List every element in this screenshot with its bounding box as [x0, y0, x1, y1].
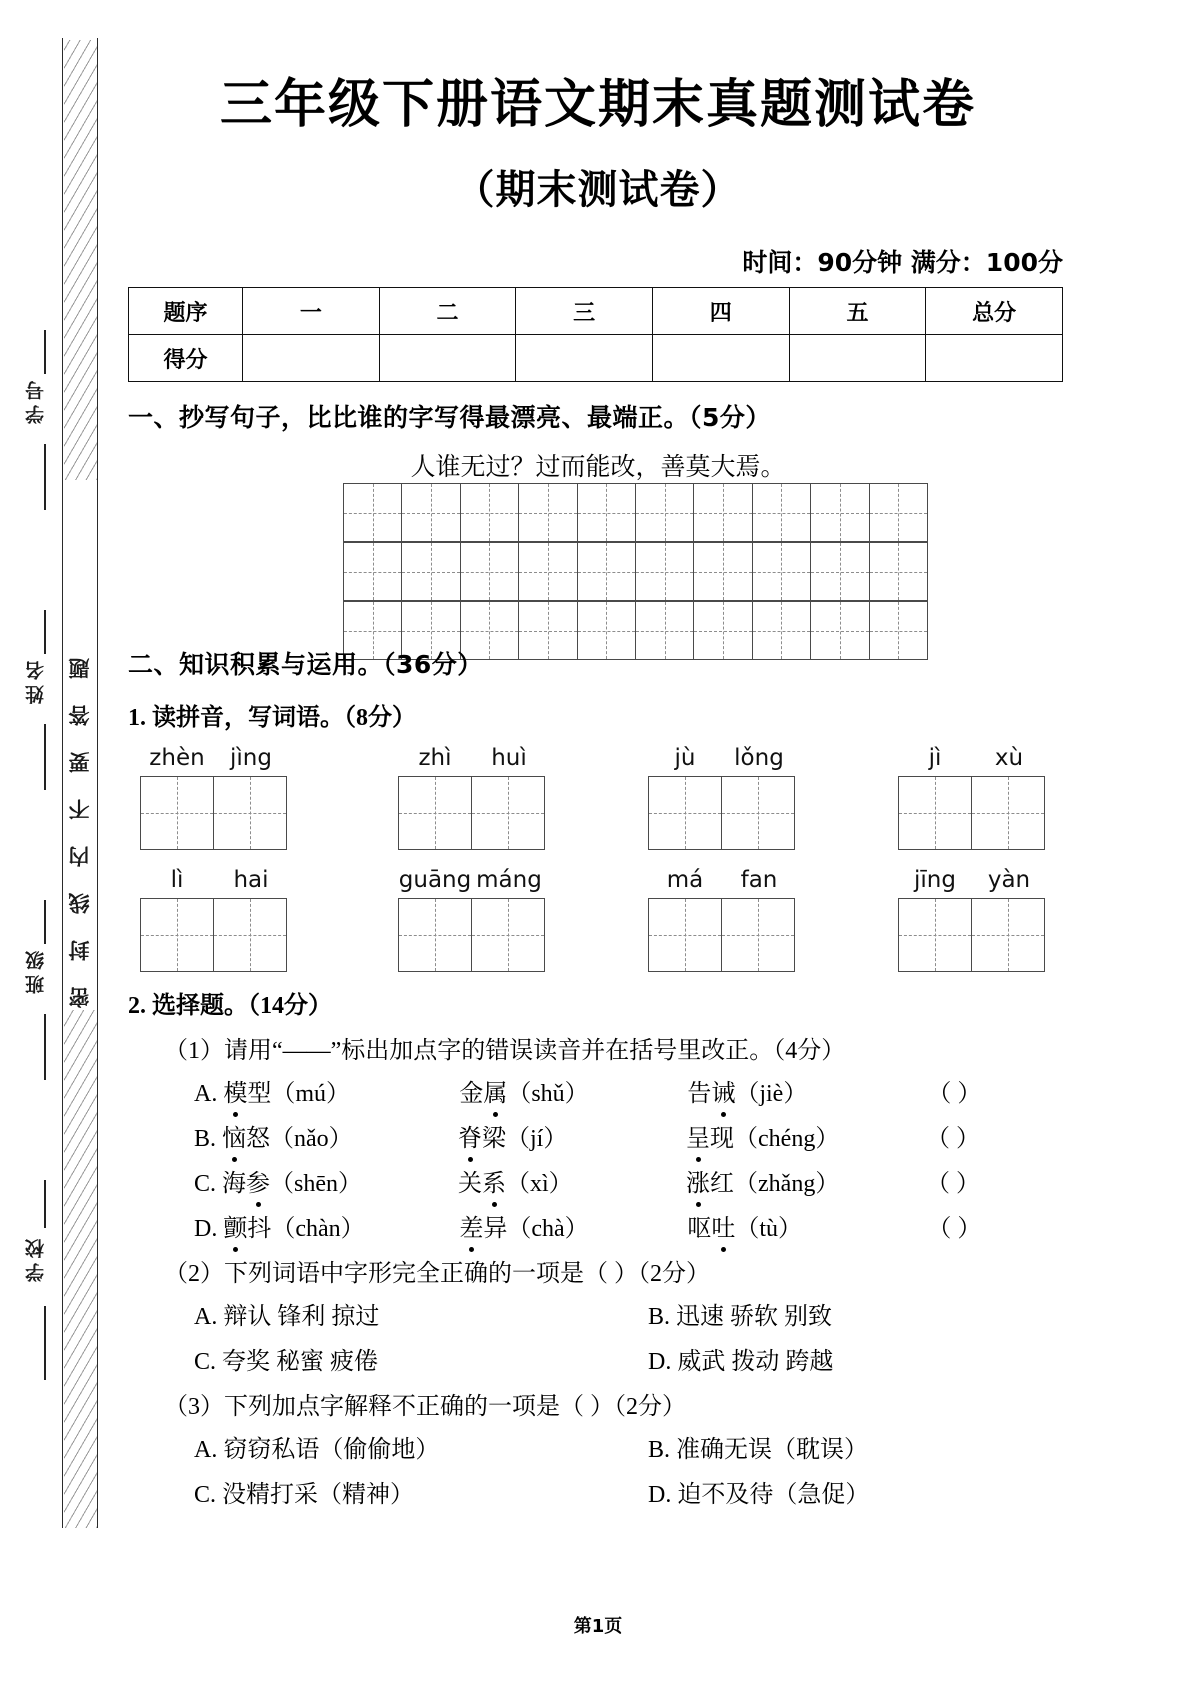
tianzige-cell[interactable] — [401, 483, 460, 542]
seal-line-sidebar — [0, 0, 118, 1684]
option-word-1 — [223, 1073, 453, 1108]
option-word-2 — [458, 1163, 680, 1198]
table-row-scores — [129, 335, 1063, 382]
option-text: 没精打采（精神） — [222, 1482, 415, 1508]
score-table-col-5: 总分 — [926, 288, 1063, 335]
word-pre: 海 — [222, 1171, 247, 1197]
pinyin-item-0[interactable] — [140, 745, 288, 850]
word-post: 异（chà） — [483, 1216, 589, 1242]
copy-grid-row-2[interactable] — [343, 542, 927, 601]
pinyin-item-2[interactable] — [648, 745, 796, 850]
pinyin-syllable: hai — [233, 867, 269, 893]
tianzige-cell[interactable] — [213, 898, 287, 972]
option-word-3 — [686, 1118, 920, 1153]
answer-boxes-6[interactable] — [648, 898, 796, 972]
page-footer: 第1页 — [573, 1616, 623, 1637]
question-2-1-prompt: （1）请用“——”标出加点字的错误读音并在括号里改正。（4分） — [164, 1038, 846, 1064]
question-1-heading: 1. 读拼音，写词语。（8分） — [128, 705, 416, 731]
dotted-char: 呈 — [686, 1118, 710, 1153]
tianzige-cell[interactable] — [460, 483, 519, 542]
dotted-char: 涨 — [686, 1163, 710, 1198]
tianzige-cell[interactable] — [810, 601, 869, 660]
word-post: 红（zhǎng） — [710, 1171, 840, 1197]
tianzige-cell[interactable] — [898, 776, 972, 850]
score-cell-1[interactable] — [379, 335, 516, 382]
tianzige-cell[interactable] — [471, 776, 545, 850]
page-title: 三年级下册语文期末真题测试卷 — [219, 75, 976, 135]
word-post: 现（chéng） — [710, 1126, 840, 1152]
pinyin-label-3 — [898, 745, 1046, 771]
info-rule-name-upper — [44, 610, 46, 654]
info-slot-name[interactable] — [14, 610, 56, 790]
option-letter: B. — [648, 1304, 671, 1330]
dotted-char: 诫 — [711, 1073, 735, 1108]
exam-page — [118, 0, 1191, 1684]
seal-line-text: 密封线内不要答题 — [68, 632, 92, 1008]
table-row-header — [129, 288, 1063, 335]
tianzige-cell[interactable] — [471, 898, 545, 972]
seal-hatch-top — [64, 40, 97, 480]
option-letter: D. — [648, 1349, 672, 1375]
option-letter: D. — [648, 1482, 672, 1508]
option-2-1-D[interactable] — [194, 1208, 981, 1243]
option-2-3-A[interactable] — [194, 1429, 439, 1464]
pinyin-syllable: jìng — [230, 745, 272, 771]
score-table-col-3: 四 — [652, 288, 789, 335]
info-rule-student-id-lower — [44, 444, 46, 510]
pinyin-syllable: zhì — [418, 745, 452, 771]
tianzige-cell[interactable] — [635, 483, 694, 542]
pinyin-item-4[interactable] — [140, 867, 288, 972]
answer-boxes-1[interactable] — [398, 776, 546, 850]
tianzige-cell[interactable] — [635, 542, 694, 601]
word-pre: 关 — [458, 1171, 483, 1197]
answer-boxes-5[interactable] — [398, 898, 546, 972]
info-slot-student-id[interactable] — [14, 330, 56, 510]
pinyin-syllable: lǒng — [734, 745, 784, 771]
tianzige-cell[interactable] — [343, 542, 402, 601]
option-word-2 — [459, 1073, 681, 1108]
tianzige-cell[interactable] — [752, 601, 811, 660]
pinyin-syllable: lì — [170, 867, 184, 893]
tianzige-cell[interactable] — [518, 542, 577, 601]
pinyin-syllable: fan — [740, 867, 778, 893]
tianzige-cell[interactable] — [721, 898, 795, 972]
score-table-col-1: 二 — [379, 288, 516, 335]
info-rule-class-upper — [44, 900, 46, 944]
answer-paren[interactable]: （ ） — [927, 1081, 982, 1107]
answer-boxes-4[interactable] — [140, 898, 288, 972]
option-letter: B. — [194, 1126, 217, 1152]
answer-boxes-0[interactable] — [140, 776, 288, 850]
tianzige-cell[interactable] — [518, 483, 577, 542]
tianzige-cell[interactable] — [343, 483, 402, 542]
option-2-1-B[interactable] — [194, 1118, 980, 1153]
pinyin-label-6 — [648, 867, 796, 893]
score-table-row-label-0: 题序 — [129, 288, 243, 335]
copy-sentence: 人谁无过？过而能改，善莫大焉。 — [410, 454, 786, 481]
dotted-char: 颤 — [223, 1208, 247, 1243]
info-rule-student-id-upper — [44, 330, 46, 374]
option-text: 辩认 锋利 掠过 — [223, 1304, 380, 1330]
score-cell-0[interactable] — [243, 335, 380, 382]
tianzige-cell[interactable] — [693, 601, 752, 660]
section-one-heading: 一、抄写句子，比比谁的字写得最漂亮、最端正。（5分） — [128, 403, 771, 432]
tianzige-cell[interactable] — [648, 776, 722, 850]
option-word-3 — [686, 1163, 920, 1198]
tianzige-cell[interactable] — [869, 483, 928, 542]
pinyin-syllable: zhèn — [149, 745, 205, 771]
tianzige-cell[interactable] — [869, 542, 928, 601]
tianzige-cell[interactable] — [810, 483, 869, 542]
answer-paren[interactable]: （ ） — [926, 1171, 981, 1197]
option-word-1 — [222, 1163, 452, 1198]
tianzige-cell[interactable] — [752, 483, 811, 542]
option-letter: B. — [648, 1437, 671, 1463]
tianzige-cell[interactable] — [869, 601, 928, 660]
word-post: （xì） — [506, 1171, 573, 1197]
pinyin-syllable: guāng — [398, 867, 472, 893]
option-2-3-C[interactable] — [194, 1474, 414, 1509]
tianzige-cell[interactable] — [518, 601, 577, 660]
pinyin-label-7 — [898, 867, 1046, 893]
answer-boxes-2[interactable] — [648, 776, 796, 850]
pinyin-item-5[interactable] — [398, 867, 546, 972]
word-pre: 金 — [459, 1081, 484, 1107]
option-text: 窃窃私语（偷偷地） — [223, 1437, 440, 1463]
info-rule-school-lower — [44, 1306, 46, 1380]
tianzige-cell[interactable] — [460, 542, 519, 601]
answer-boxes-3[interactable] — [898, 776, 1046, 850]
pinyin-item-6[interactable] — [648, 867, 796, 972]
option-word-3 — [687, 1208, 921, 1243]
dotted-char: 吐 — [711, 1208, 735, 1243]
tianzige-cell[interactable] — [971, 776, 1045, 850]
tianzige-cell[interactable] — [721, 776, 795, 850]
dotted-char: 脊 — [458, 1118, 482, 1153]
option-2-3-D[interactable] — [648, 1474, 869, 1509]
copy-grid-row-1[interactable] — [343, 483, 927, 542]
word-pre: 呕 — [687, 1216, 712, 1242]
option-letter: D. — [194, 1216, 218, 1242]
pinyin-label-4 — [140, 867, 288, 893]
word-post: （shēn） — [270, 1171, 363, 1197]
info-label-school: 学校 — [25, 1234, 47, 1282]
info-slot-school[interactable] — [14, 1180, 56, 1380]
option-letter: C. — [194, 1171, 217, 1197]
word-post: （tù） — [735, 1216, 803, 1242]
tianzige-cell[interactable] — [693, 542, 752, 601]
option-2-2-A[interactable] — [194, 1296, 379, 1331]
score-cell-5[interactable] — [926, 335, 1063, 382]
option-letter: A. — [194, 1304, 218, 1330]
tianzige-cell[interactable] — [898, 898, 972, 972]
score-table — [128, 287, 1063, 382]
info-label-class: 班级 — [25, 946, 47, 994]
pinyin-label-0 — [140, 745, 288, 771]
pinyin-syllable: jù — [674, 745, 696, 771]
score-cell-2[interactable] — [516, 335, 653, 382]
option-word-2 — [459, 1208, 681, 1243]
pinyin-syllable: xù — [994, 745, 1024, 771]
tianzige-cell[interactable] — [693, 483, 752, 542]
info-rule-school-upper — [44, 1180, 46, 1228]
pinyin-label-2 — [648, 745, 796, 771]
info-label-name: 姓名 — [25, 656, 47, 704]
dotted-char: 差 — [459, 1208, 483, 1243]
pinyin-syllable: yàn — [987, 867, 1031, 893]
score-table-col-2: 三 — [516, 288, 653, 335]
option-2-1-C[interactable] — [194, 1163, 980, 1198]
option-letter: A. — [194, 1437, 218, 1463]
tianzige-cell[interactable] — [398, 776, 472, 850]
pinyin-item-3[interactable] — [898, 745, 1046, 850]
page-subtitle: （期末测试卷） — [454, 167, 742, 213]
pinyin-syllable: jīng — [914, 867, 956, 893]
score-table-col-0: 一 — [243, 288, 380, 335]
option-letter: A. — [194, 1081, 218, 1107]
section-two-heading: 二、知识积累与运用。（36分） — [128, 650, 483, 679]
answer-paren[interactable]: （ ） — [927, 1216, 982, 1242]
option-word-1 — [223, 1208, 453, 1243]
word-post: （shǔ） — [507, 1081, 589, 1107]
option-letter: C. — [194, 1349, 217, 1375]
score-cell-4[interactable] — [789, 335, 926, 382]
word-post: 梁（jí） — [482, 1126, 568, 1152]
pinyin-label-1 — [398, 745, 546, 771]
option-2-1-A[interactable] — [194, 1073, 981, 1108]
pinyin-item-7[interactable] — [898, 867, 1046, 972]
seal-hatch-bottom — [64, 1010, 97, 1528]
option-text: 迫不及待（急促） — [677, 1482, 870, 1508]
tianzige-cell[interactable] — [213, 776, 287, 850]
option-text: 威武 拨动 跨越 — [677, 1349, 834, 1375]
option-2-2-D[interactable] — [648, 1341, 833, 1376]
dotted-char: 属 — [483, 1073, 507, 1108]
answer-paren[interactable]: （ ） — [926, 1126, 981, 1152]
option-word-3 — [687, 1073, 921, 1108]
score-table-col-4: 五 — [789, 288, 926, 335]
tianzige-cell[interactable] — [752, 542, 811, 601]
dotted-char: 恼 — [222, 1118, 246, 1153]
pinyin-syllable: huì — [491, 745, 527, 771]
info-rule-class-lower — [44, 1014, 46, 1080]
tianzige-cell[interactable] — [971, 898, 1045, 972]
score-table-row-label-1: 得分 — [129, 335, 243, 382]
word-post: （jiè） — [735, 1081, 808, 1107]
option-2-3-B[interactable] — [648, 1429, 868, 1464]
word-post: 型（mú） — [247, 1081, 351, 1107]
pinyin-syllable: máng — [476, 867, 542, 893]
option-word-1 — [222, 1118, 452, 1153]
tianzige-cell[interactable] — [140, 898, 214, 972]
info-slot-class[interactable] — [14, 900, 56, 1080]
tianzige-cell[interactable] — [401, 542, 460, 601]
pinyin-syllable: jì — [928, 745, 942, 771]
dotted-char: 模 — [223, 1073, 247, 1108]
score-cell-3[interactable] — [652, 335, 789, 382]
option-word-2 — [458, 1118, 680, 1153]
exam-meta: 时间：90分钟 满分：100分 — [742, 248, 1063, 277]
tianzige-cell[interactable] — [140, 776, 214, 850]
pinyin-item-1[interactable] — [398, 745, 546, 850]
info-rule-name-lower — [44, 724, 46, 790]
pinyin-label-5 — [398, 867, 546, 893]
option-text: 准确无误（耽误） — [676, 1437, 869, 1463]
tianzige-cell[interactable] — [648, 898, 722, 972]
tianzige-cell[interactable] — [577, 483, 636, 542]
dotted-char: 参 — [246, 1163, 270, 1198]
word-pre: 告 — [687, 1081, 712, 1107]
option-text: 夸奖 秘蜜 疲倦 — [222, 1349, 379, 1375]
question-2-heading: 2. 选择题。（14分） — [128, 993, 332, 1019]
word-post: 抖（chàn） — [247, 1216, 365, 1242]
tianzige-cell[interactable] — [577, 542, 636, 601]
option-2-2-C[interactable] — [194, 1341, 378, 1376]
question-2-3-prompt: （3）下列加点字解释不正确的一项是（ ）（2分） — [164, 1394, 686, 1420]
info-label-student-id: 学号 — [25, 376, 47, 424]
option-text: 迅速 骄软 别致 — [676, 1304, 833, 1330]
dotted-char: 系 — [482, 1163, 506, 1198]
option-letter: C. — [194, 1482, 217, 1508]
pinyin-syllable: má — [666, 867, 704, 893]
tianzige-cell[interactable] — [577, 601, 636, 660]
option-2-2-B[interactable] — [648, 1296, 832, 1331]
tianzige-cell[interactable] — [635, 601, 694, 660]
question-2-2-prompt: （2）下列词语中字形完全正确的一项是（ ）（2分） — [164, 1261, 710, 1287]
tianzige-cell[interactable] — [810, 542, 869, 601]
answer-boxes-7[interactable] — [898, 898, 1046, 972]
word-post: 怒（nǎo） — [246, 1126, 353, 1152]
tianzige-cell[interactable] — [398, 898, 472, 972]
